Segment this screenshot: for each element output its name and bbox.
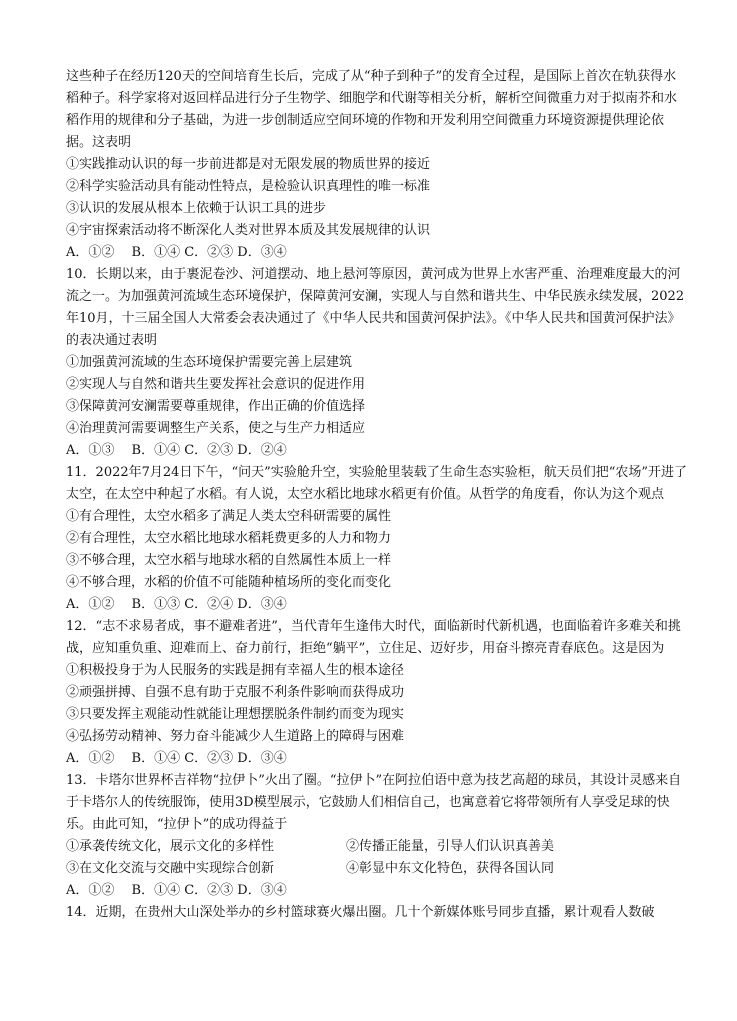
question-14	[66, 902, 688, 924]
intro-question	[66, 66, 688, 264]
option-1: ①有合理性，太空水稻多了满足人类太空科研需要的属性	[66, 509, 392, 524]
option-2: ②实现人与自然和谐共生要发挥社会意识的促进作用	[66, 377, 366, 392]
option-row	[66, 836, 688, 858]
option-3: ③认识的发展从根本上依赖于认识工具的进步	[66, 201, 327, 216]
option-3: ③在文化交流与交融中实现综合创新	[66, 861, 275, 876]
option-4: ④不够合理，水稻的价值不可能随种植场所的变化而变化	[66, 575, 392, 590]
option-4: ④治理黄河需要调整生产关系，使之与生产力相适应	[66, 421, 366, 436]
option-3: ③只要发挥主观能动性就能让理想摆脱条件制约而变为现实	[66, 707, 405, 722]
option-4: ④宇宙探索活动将不断深化人类对世界本质及其发展规律的认识	[66, 223, 431, 238]
answer-choices: A．①② B．①④ C．②③ D．③④	[66, 883, 287, 898]
question-stem: 10．长期以来，由于裹泥卷沙、河道摆动、地上悬河等原因，黄河成为世界上水害严重、治理难度最大的河流之一。为加强黄河流域生态环境保护，保障黄河安澜，实现人与自然和谐共生、中华民族永续发展，2022年10月，十三届全国人大常委会表决通过了《中华人民共和国黄河保护法》。《中华人民共和国黄河保护法》的表决通过表明	[66, 267, 685, 348]
question-stem: 12．“志不求易者成，事不避难者进”，当代青年生逢伟大时代，面临新时代新机遇，也面临着许多难关和挑战，应知重负重、迎难而上、奋力前行，拒绝“躺平”，立住足、迈好步，用奋斗擦亮青春底色。这是因为	[66, 619, 681, 656]
answer-choices: A．①③ B．①④ C．②③ D．②④	[66, 443, 287, 458]
question-stem: 11．2022年7月24日下午，“问天”实验舱升空，实验舱里装载了生命生态实验柜，航天员们把“农场”开进了太空，在太空中种起了水稻。有人说，太空水稻比地球水稻更有价值。从哲学的角度看，你认为这个观点	[66, 465, 688, 502]
question-11	[66, 462, 688, 616]
option-1: ①积极投身于为人民服务的实践是拥有幸福人生的根本途径	[66, 663, 405, 678]
option-1: ①承袭传统文化，展示文化的多样性	[66, 839, 275, 854]
exam-page	[66, 66, 688, 924]
question-stem: 14．近期，在贵州大山深处举办的乡村篮球赛火爆出圈。几十个新媒体账号同步直播，累计观看人数破	[66, 905, 655, 920]
option-2: ②科学实验活动具有能动性特点，是检验认识真理性的唯一标准	[66, 179, 431, 194]
intro-paragraph: 这些种子在经历120天的空间培育生长后，完成了从“种子到种子”的发育全过程，是国际上首次在轨获得水稻种子。科学家将对返回样品进行分子生物学、细胞学和代谢等相关分析，解析空间微重力对于拟南芥和水稻作用的规律和分子基础，为进一步创制适应空间环境的作物和开发利用空间微重力环境资源提供理论依据。这表明	[66, 69, 678, 150]
question-13	[66, 770, 688, 902]
option-4: ④弘扬劳动精神、努力奋斗能减少人生道路上的障碍与困难	[66, 729, 405, 744]
option-2: ②传播正能量，引导人们认识真善美	[346, 839, 555, 854]
option-row	[66, 858, 688, 880]
question-stem: 13．卡塔尔世界杯吉祥物“拉伊卜”火出了圈。“拉伊卜”在阿拉伯语中意为技艺高超的球员，其设计灵感来自于卡塔尔人的传统服饰，使用3D模型展示，它鼓励人们相信自己，也寓意着它将带领所有人享受足球的快乐。由此可知，“拉伊卜”的成功得益于	[66, 773, 682, 832]
option-1: ①加强黄河流域的生态环境保护需要完善上层建筑	[66, 355, 353, 370]
option-2: ②有合理性，太空水稻比地球水稻耗费更多的人力和物力	[66, 531, 392, 546]
option-4: ④彰显中东文化特色，获得各国认同	[346, 861, 555, 876]
option-3: ③不够合理，太空水稻与地球水稻的自然属性本质上一样	[66, 553, 392, 568]
option-2: ②顽强拼搏、自强不息有助于克服不利条件影响而获得成功	[66, 685, 405, 700]
answer-choices: A．①② B．①④ C．②③ D．③④	[66, 245, 287, 260]
answer-choices: A．①② B．①④ C．②③ D．③④	[66, 751, 287, 766]
answer-choices: A．①② B．①③ C．②④ D．③④	[66, 597, 287, 612]
question-10	[66, 264, 688, 462]
option-3: ③保障黄河安澜需要尊重规律，作出正确的价值选择	[66, 399, 366, 414]
question-12	[66, 616, 688, 770]
option-1: ①实践推动认识的每一步前进都是对无限发展的物质世界的接近	[66, 157, 431, 172]
